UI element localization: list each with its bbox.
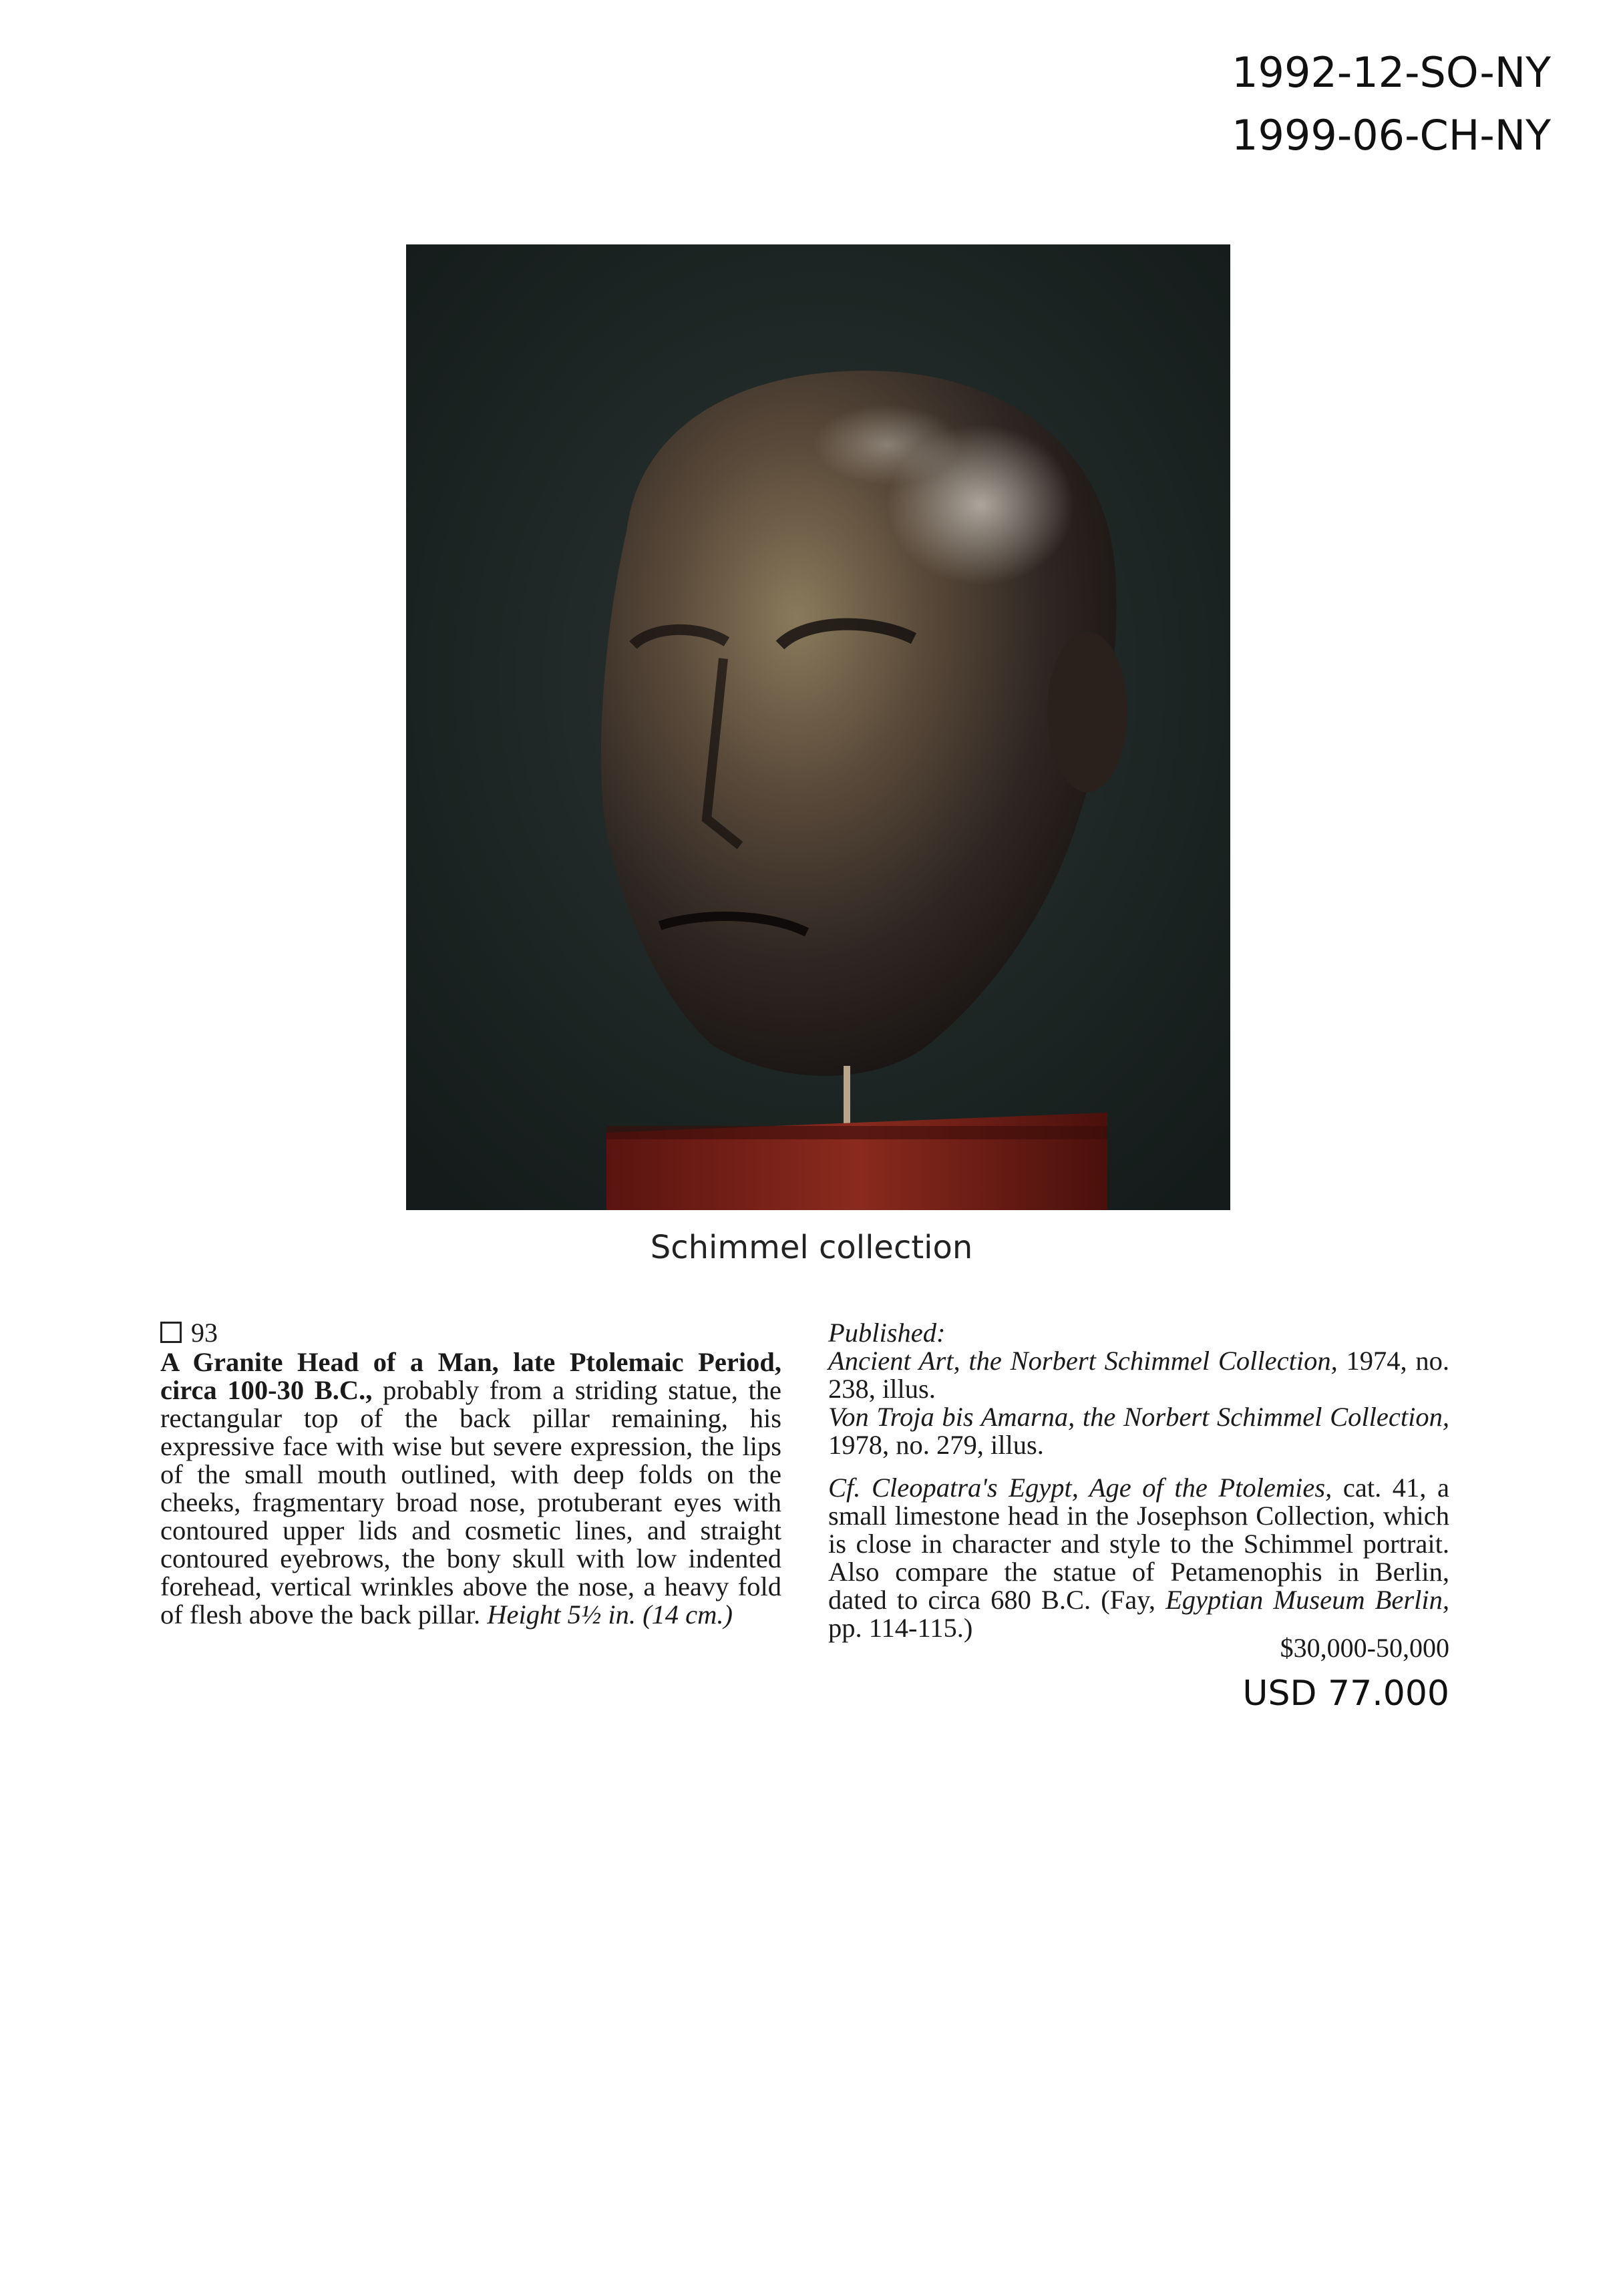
lot-title: A Granite Head of a Man, late Ptolemaic Period, circa 100-30 B.C., [160,1347,781,1405]
published-heading: Published: [828,1318,946,1348]
photo-caption: Schimmel collection [650,1229,973,1266]
estimate: $30,000-50,000 [1280,1633,1449,1663]
lot-height: Height 5½ in. (14 cm.) [487,1599,733,1630]
sale-code-2: 1999-06-CH-NY [1232,111,1551,160]
lot-number-line [160,1319,781,1347]
realized-price: USD 77.000 [1242,1674,1449,1714]
cf-prefix: Cf. [828,1473,861,1503]
reference-2-title: Von Troja bis Amarna, the Norbert Schimmel Collection, [828,1402,1449,1432]
cf-text: cat. 41, a small limestone head in the Josephson Collection, which is close in character and style to the Schimmel portrait. Also compare the statue of Petamenophis in Berlin, dated to circa 680 B.C. (Fay, [828,1473,1449,1615]
lot-description-column [160,1319,781,1629]
cf-title: Cleopatra's Egypt, Age of the Ptolemies, [871,1473,1332,1503]
sale-code-1: 1992-12-SO-NY [1232,48,1551,97]
lot-text [160,1348,781,1629]
lot-number: 93 [191,1318,218,1348]
granite-head-illustration [406,244,1230,1210]
cf-text-2: pp. 114-115.) [828,1613,973,1643]
reference-1-detail: 1974, no. 238, illus. [828,1346,1449,1404]
sale-codes [1150,41,1551,167]
lot-notes-column [828,1319,1449,1657]
reference-2-detail: 1978, no. 279, illus. [828,1430,1044,1460]
granite-head-photo [406,244,1230,1210]
checkbox-icon [160,1322,182,1343]
reference-1-title: Ancient Art, the Norbert Schimmel Collection, [828,1346,1338,1376]
published-references [828,1347,1449,1459]
cf-title-2: Egyptian Museum Berlin, [1165,1585,1449,1615]
lot-description: probably from a striding statue, the rectangular top of the back pillar remaining, his expressive face with wise but severe expression, the lips of the small mouth outlined, with deep folds on the cheeks, fragmentary broad nose, protuberant eyes with contoured upper lids and cosmetic lines, and straight contoured eyebrows, the bony skull with low indented forehead, vertical wrinkles above the nose, a heavy fold of flesh above the back pillar. [160,1375,781,1630]
comparison-note [828,1474,1449,1642]
